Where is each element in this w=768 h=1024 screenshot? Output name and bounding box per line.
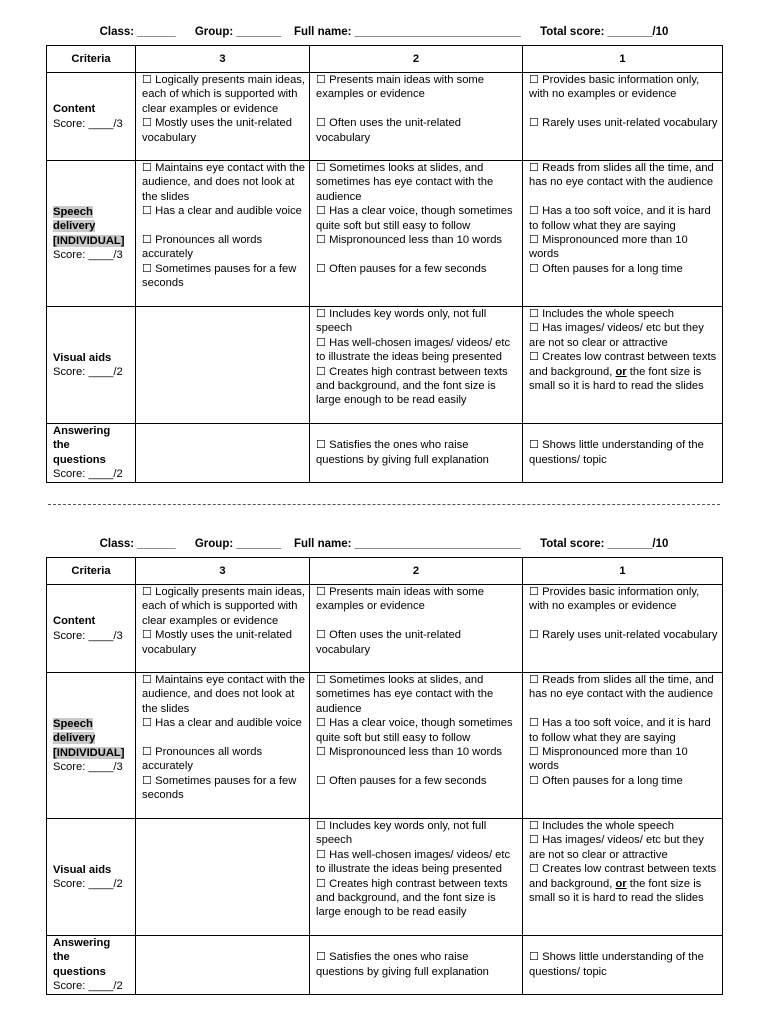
checkbox-descriptor: ☐ Often uses the unit-related vocabulary xyxy=(316,117,461,144)
criteria-cell xyxy=(47,936,136,995)
checkbox-descriptor: ☐ Pronounces all words accurately xyxy=(142,746,263,773)
criteria-name: Answering xyxy=(53,937,111,949)
rubric-table xyxy=(46,557,723,995)
descriptor-cell xyxy=(136,161,310,307)
table-row xyxy=(47,585,723,673)
score-blank: Score: ____/3 xyxy=(53,248,123,261)
checkbox-descriptor: ☐ Includes key words only, not full speech xyxy=(316,308,487,335)
spacer-line xyxy=(316,759,518,773)
checkbox-descriptor: ☐ Has a too soft voice, and it is hard to follow what they are saying xyxy=(529,717,711,744)
emphasis-or: or xyxy=(615,365,627,378)
spacer-line xyxy=(529,424,718,438)
spacer-line xyxy=(316,424,518,438)
table-row xyxy=(47,307,723,424)
checkbox-descriptor: ☐ Maintains eye contact with the audience, and does not look at the slides xyxy=(142,674,306,715)
spacer-line xyxy=(529,190,718,204)
criteria-name: Answering xyxy=(53,425,111,437)
checkbox-descriptor: ☐ Includes the whole speech xyxy=(529,820,674,832)
header-line xyxy=(46,536,722,552)
criteria-name xyxy=(53,731,131,745)
score-blank: Score: ____/2 xyxy=(53,468,123,481)
column-header: 1 xyxy=(523,46,723,73)
column-header: Criteria xyxy=(47,46,136,73)
checkbox-descriptor: ☐ Has a clear voice, though sometimes quite soft but still easy to follow xyxy=(316,205,513,232)
checkbox-descriptor: ☐ Has a clear and audible voice xyxy=(142,717,302,730)
criteria-name: questions xyxy=(53,965,106,978)
highlighted-text: Speech xyxy=(53,205,93,218)
descriptor-cell xyxy=(310,73,523,161)
checkbox-descriptor: ☐ Creates high contrast between texts and background, and the font size is large enough to be read easily xyxy=(316,877,508,919)
cut-line-divider xyxy=(48,504,720,505)
spacer-line xyxy=(316,614,518,628)
checkbox-descriptor: ☐ Reads from slides all the time, and has no eye contact with the audience xyxy=(529,674,714,701)
checkbox-descriptor: ☐ Satisfies the ones who raise questions by giving full explanation xyxy=(316,439,489,466)
checkbox-descriptor: ☐ Sometimes pauses for a few seconds xyxy=(142,774,297,802)
column-header: 2 xyxy=(310,558,523,585)
checkbox-descriptor: ☐ Has well-chosen images/ videos/ etc to illustrate the ideas being presented xyxy=(316,848,511,876)
table-row xyxy=(47,673,723,819)
checkbox-descriptor: ☐ Includes key words only, not full speech xyxy=(316,820,487,847)
full-name-field: Full name: __________________________ xyxy=(293,26,521,38)
total-score-field: Total score: _______/10 xyxy=(540,26,669,38)
spacer-line xyxy=(529,936,718,950)
criteria-name: the xyxy=(53,439,70,452)
checkbox-descriptor: ☐ Rarely uses unit-related vocabulary xyxy=(529,117,718,130)
descriptor-cell xyxy=(523,73,723,161)
spacer-line xyxy=(529,614,718,628)
score-blank: Score: ____/2 xyxy=(53,878,123,890)
column-header: Criteria xyxy=(47,558,136,585)
checkbox-descriptor: ☐ Shows little understanding of the questions/ topic xyxy=(529,951,704,978)
group-field: Group: _______ xyxy=(194,538,282,550)
table-row xyxy=(47,161,723,307)
spacer-line xyxy=(529,702,718,716)
table-row xyxy=(47,936,723,995)
criteria-name: the xyxy=(53,951,70,964)
criteria-cell xyxy=(47,585,136,673)
criteria-name xyxy=(53,234,131,248)
column-header: 2 xyxy=(310,46,523,73)
descriptor-cell xyxy=(523,161,723,307)
descriptor-cell xyxy=(523,819,723,936)
descriptor-cell xyxy=(136,585,310,673)
checkbox-descriptor: ☐ Shows little understanding of the questions/ topic xyxy=(529,439,704,466)
criteria-cell xyxy=(47,73,136,161)
descriptor-cell xyxy=(310,161,523,307)
full-name-field: Full name: __________________________ xyxy=(293,538,521,550)
checkbox-descriptor: ☐ Mispronounced more than 10 words xyxy=(529,234,688,261)
criteria-cell xyxy=(47,819,136,936)
checkbox-descriptor: ☐ Sometimes pauses for a few seconds xyxy=(142,262,297,290)
criteria-name: Visual aids xyxy=(53,351,112,364)
checkbox-descriptor: ☐ Sometimes looks at slides, and sometimes has eye contact with the audience xyxy=(316,674,494,715)
checkbox-descriptor: ☐ Has images/ videos/ etc but they are not so clear or attractive xyxy=(529,322,704,349)
checkbox-descriptor: ☐ Logically presents main ideas, each of which is supported with clear examples or evidence xyxy=(142,586,306,627)
criteria-name: Content xyxy=(53,615,96,628)
descriptor-cell xyxy=(310,819,523,936)
descriptor-cell xyxy=(136,424,310,483)
emphasis-or: or xyxy=(615,877,627,890)
score-blank: Score: ____/2 xyxy=(53,980,123,993)
table-row xyxy=(47,819,723,936)
criteria-cell xyxy=(47,424,136,483)
rubric-table xyxy=(46,45,723,483)
descriptor-cell xyxy=(136,307,310,424)
descriptor-cell xyxy=(136,673,310,819)
column-header: 1 xyxy=(523,558,723,585)
descriptor-cell xyxy=(310,307,523,424)
descriptor-cell xyxy=(310,936,523,995)
criteria-cell xyxy=(47,161,136,307)
checkbox-descriptor: ☐ Mispronounced less than 10 words xyxy=(316,234,503,247)
checkbox-descriptor: ☐ Reads from slides all the time, and has no eye contact with the audience xyxy=(529,162,714,189)
descriptor-cell xyxy=(523,585,723,673)
checkbox-descriptor: ☐ Often uses the unit-related vocabulary xyxy=(316,629,461,656)
score-blank: Score: ____/3 xyxy=(53,760,123,773)
highlighted-text: [INDIVIDUAL] xyxy=(53,746,125,759)
checkbox-descriptor: ☐ Often pauses for a few seconds xyxy=(316,262,487,275)
descriptor-cell xyxy=(523,424,723,483)
spacer-line xyxy=(142,731,305,745)
score-blank: Score: ____/3 xyxy=(53,629,123,642)
descriptor-cell xyxy=(136,73,310,161)
spacer-line xyxy=(142,219,305,233)
table-row xyxy=(47,73,723,161)
checkbox-descriptor: ☐ Creates high contrast between texts and background, and the font size is large enough to be read easily xyxy=(316,365,508,407)
class-field: Class: ______ xyxy=(99,26,176,38)
descriptor-cell xyxy=(136,819,310,936)
checkbox-descriptor: ☐ Logically presents main ideas, each of which is supported with clear examples or evidence xyxy=(142,74,306,115)
column-header: 3 xyxy=(136,558,310,585)
checkbox-descriptor: ☐ Provides basic information only, with no examples or evidence xyxy=(529,74,700,101)
spacer-line xyxy=(529,102,718,116)
highlighted-text: [INDIVIDUAL] xyxy=(53,234,125,247)
checkbox-descriptor: ☐ Creates low contrast between texts and background, or the font size is small so it is hard to read the slides xyxy=(529,351,717,393)
descriptor-cell xyxy=(136,936,310,995)
group-field: Group: _______ xyxy=(194,26,282,38)
criteria-name: Content xyxy=(53,103,96,116)
total-score-field: Total score: _______/10 xyxy=(540,538,669,550)
checkbox-descriptor: ☐ Often pauses for a few seconds xyxy=(316,774,487,787)
rubric-top xyxy=(46,24,722,483)
checkbox-descriptor: ☐ Has a clear voice, though sometimes quite soft but still easy to follow xyxy=(316,717,513,744)
checkbox-descriptor: ☐ Has well-chosen images/ videos/ etc to illustrate the ideas being presented xyxy=(316,336,511,364)
descriptor-cell xyxy=(310,585,523,673)
checkbox-descriptor: ☐ Has a too soft voice, and it is hard to follow what they are saying xyxy=(529,205,711,232)
criteria-cell xyxy=(47,673,136,819)
checkbox-descriptor: ☐ Mostly uses the unit-related vocabulary xyxy=(142,629,292,656)
column-header: 3 xyxy=(136,46,310,73)
descriptor-cell xyxy=(523,307,723,424)
score-blank: Score: ____/2 xyxy=(53,366,123,378)
highlighted-text: Speech xyxy=(53,717,93,730)
checkbox-descriptor: ☐ Rarely uses unit-related vocabulary xyxy=(529,629,718,642)
criteria-name: questions xyxy=(53,453,106,466)
highlighted-text: delivery xyxy=(53,732,96,745)
descriptor-cell xyxy=(310,673,523,819)
class-field: Class: ______ xyxy=(99,538,176,550)
criteria-name: Visual aids xyxy=(53,863,112,876)
checkbox-descriptor: ☐ Mispronounced more than 10 words xyxy=(529,746,688,773)
checkbox-descriptor: ☐ Maintains eye contact with the audience, and does not look at the slides xyxy=(142,162,306,203)
header-row xyxy=(47,558,723,585)
checkbox-descriptor: ☐ Has a clear and audible voice xyxy=(142,205,302,218)
criteria-name xyxy=(53,746,131,760)
descriptor-cell xyxy=(523,673,723,819)
checkbox-descriptor: ☐ Pronounces all words accurately xyxy=(142,234,263,261)
checkbox-descriptor: ☐ Creates low contrast between texts and background, or the font size is small so it is hard to read the slides xyxy=(529,863,717,905)
descriptor-cell xyxy=(523,936,723,995)
criteria-name xyxy=(53,717,131,731)
table-row xyxy=(47,424,723,483)
checkbox-descriptor: ☐ Presents main ideas with some examples or evidence xyxy=(316,586,484,613)
checkbox-descriptor: ☐ Has images/ videos/ etc but they are not so clear or attractive xyxy=(529,834,704,861)
spacer-line xyxy=(316,936,518,950)
checkbox-descriptor: ☐ Often pauses for a long time xyxy=(529,774,683,787)
criteria-cell xyxy=(47,307,136,424)
checkbox-descriptor: ☐ Sometimes looks at slides, and sometimes has eye contact with the audience xyxy=(316,162,494,203)
highlighted-text: delivery xyxy=(53,220,96,233)
score-blank: Score: ____/3 xyxy=(53,117,123,130)
header-line xyxy=(46,24,722,40)
spacer-line xyxy=(316,102,518,116)
checkbox-descriptor: ☐ Satisfies the ones who raise questions by giving full explanation xyxy=(316,951,489,978)
checkbox-descriptor: ☐ Provides basic information only, with no examples or evidence xyxy=(529,586,700,613)
header-row xyxy=(47,46,723,73)
checkbox-descriptor: ☐ Presents main ideas with some examples or evidence xyxy=(316,74,484,101)
checkbox-descriptor: ☐ Mostly uses the unit-related vocabulary xyxy=(142,117,292,144)
checkbox-descriptor: ☐ Mispronounced less than 10 words xyxy=(316,746,503,759)
checkbox-descriptor: ☐ Often pauses for a long time xyxy=(529,262,683,275)
criteria-name xyxy=(53,205,131,219)
checkbox-descriptor: ☐ Includes the whole speech xyxy=(529,308,674,320)
criteria-name xyxy=(53,219,131,233)
descriptor-cell xyxy=(310,424,523,483)
rubric-bottom xyxy=(46,536,722,995)
spacer-line xyxy=(316,247,518,261)
